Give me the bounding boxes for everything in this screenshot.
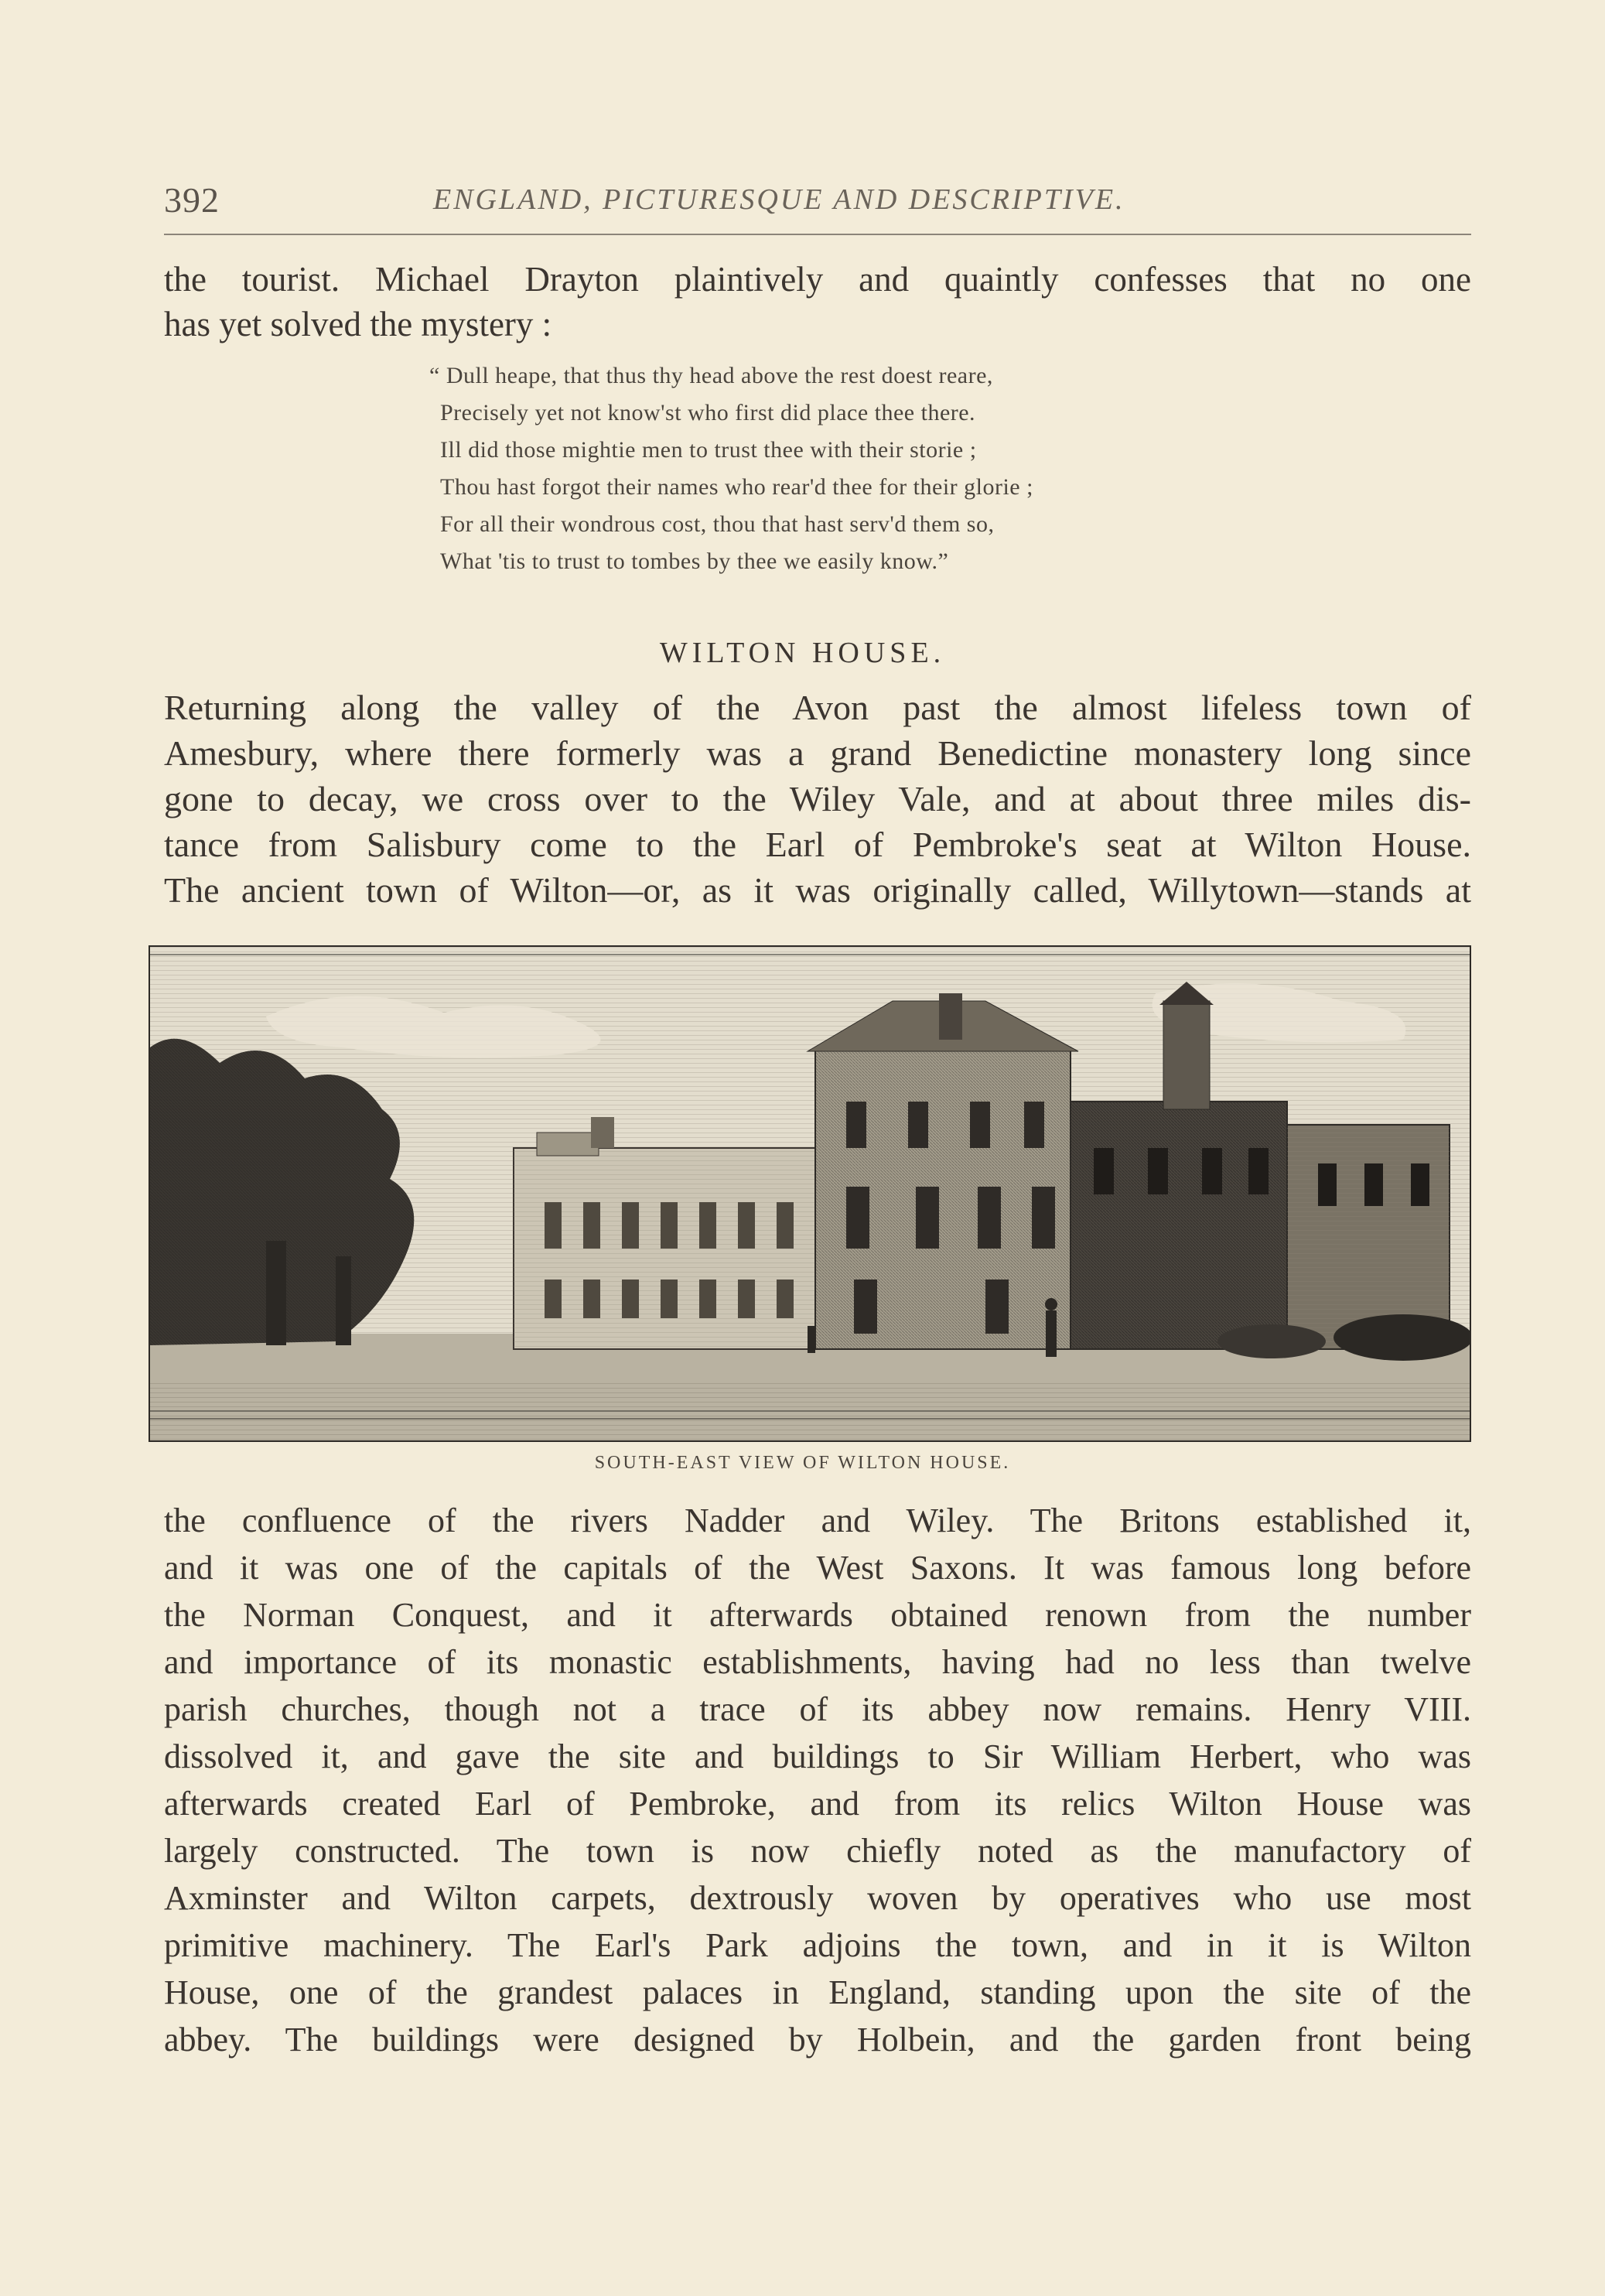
poem-line: For all their wondrous cost, thou that hast serv'd them so, bbox=[440, 511, 995, 537]
section-heading: WILTON HOUSE. bbox=[659, 637, 946, 669]
text-line: abbey. The buildings were designed by Holbein, and the garden front being bbox=[164, 2021, 1471, 2059]
text-line: largely constructed. The town is now chiefly noted as the manufactory of bbox=[164, 1832, 1471, 1870]
text-line: has yet solved the mystery : bbox=[164, 305, 552, 343]
poem-line: Precisely yet not know'st who first did place thee there. bbox=[440, 400, 976, 425]
poem-line: “ Dull heape, that thus thy head above the rest doest reare, bbox=[429, 363, 993, 388]
poem-line: Thou hast forgot their names who rear'd thee for their glorie ; bbox=[440, 474, 1033, 500]
text-line: the confluence of the rivers Nadder and Wiley. The Britons established it, bbox=[164, 1502, 1471, 1539]
wilton-house-engraving bbox=[150, 947, 1470, 1440]
page-number: 392 bbox=[164, 180, 220, 220]
text-line: parish churches, though not a trace of its abbey now remains. Henry VIII. bbox=[164, 1690, 1471, 1728]
text-line: Amesbury, where there formerly was a grand Benedictine monastery long since bbox=[164, 733, 1471, 773]
text-line: gone to decay, we cross over to the Wiley Vale, and at about three miles dis- bbox=[164, 779, 1471, 818]
text-line: Axminster and Wilton carpets, dextrously woven by operatives who use most bbox=[164, 1879, 1471, 1917]
text-line: dissolved it, and gave the site and buildings to Sir William Herbert, who was bbox=[164, 1737, 1471, 1775]
figure-caption: SOUTH-EAST VIEW OF WILTON HOUSE. bbox=[594, 1453, 1011, 1473]
text-line: The ancient town of Wilton—or, as it was originally called, Willytown—stands at bbox=[164, 870, 1471, 910]
text-line: and it was one of the capitals of the West Saxons. It was famous long before bbox=[164, 1549, 1471, 1587]
text-line: the tourist. Michael Drayton plaintively and quaintly confesses that no one bbox=[164, 260, 1471, 299]
intro-paragraph bbox=[164, 257, 1471, 347]
text-line: afterwards created Earl of Pembroke, and from its relics Wilton House was bbox=[164, 1785, 1471, 1823]
closing-paragraph bbox=[164, 1497, 1471, 2063]
text-line: the Norman Conquest, and it afterwards obtained renown from the number bbox=[164, 1596, 1471, 1634]
poem-quotation bbox=[429, 357, 1234, 580]
text-line: tance from Salisbury come to the Earl of Pembroke's seat at Wilton House. bbox=[164, 825, 1471, 864]
header-rule bbox=[164, 234, 1471, 235]
section-paragraph bbox=[164, 685, 1471, 913]
poem-line: What 'tis to trust to tombes by thee we easily know.” bbox=[440, 548, 949, 574]
text-line: Returning along the valley of the Avon past the almost lifeless town of bbox=[164, 688, 1471, 727]
text-line: and importance of its monastic establishments, having had no less than twelve bbox=[164, 1643, 1471, 1681]
poem-line: Ill did those mightie men to trust thee with their storie ; bbox=[440, 437, 977, 463]
running-title: ENGLAND, PICTURESQUE AND DESCRIPTIVE. bbox=[433, 183, 1125, 216]
text-line: primitive machinery. The Earl's Park adjoins the town, and in it is Wilton bbox=[164, 1926, 1471, 1964]
text-line: House, one of the grandest palaces in England, standing upon the site of the bbox=[164, 1973, 1471, 2011]
engraving-illustration bbox=[149, 945, 1471, 1442]
